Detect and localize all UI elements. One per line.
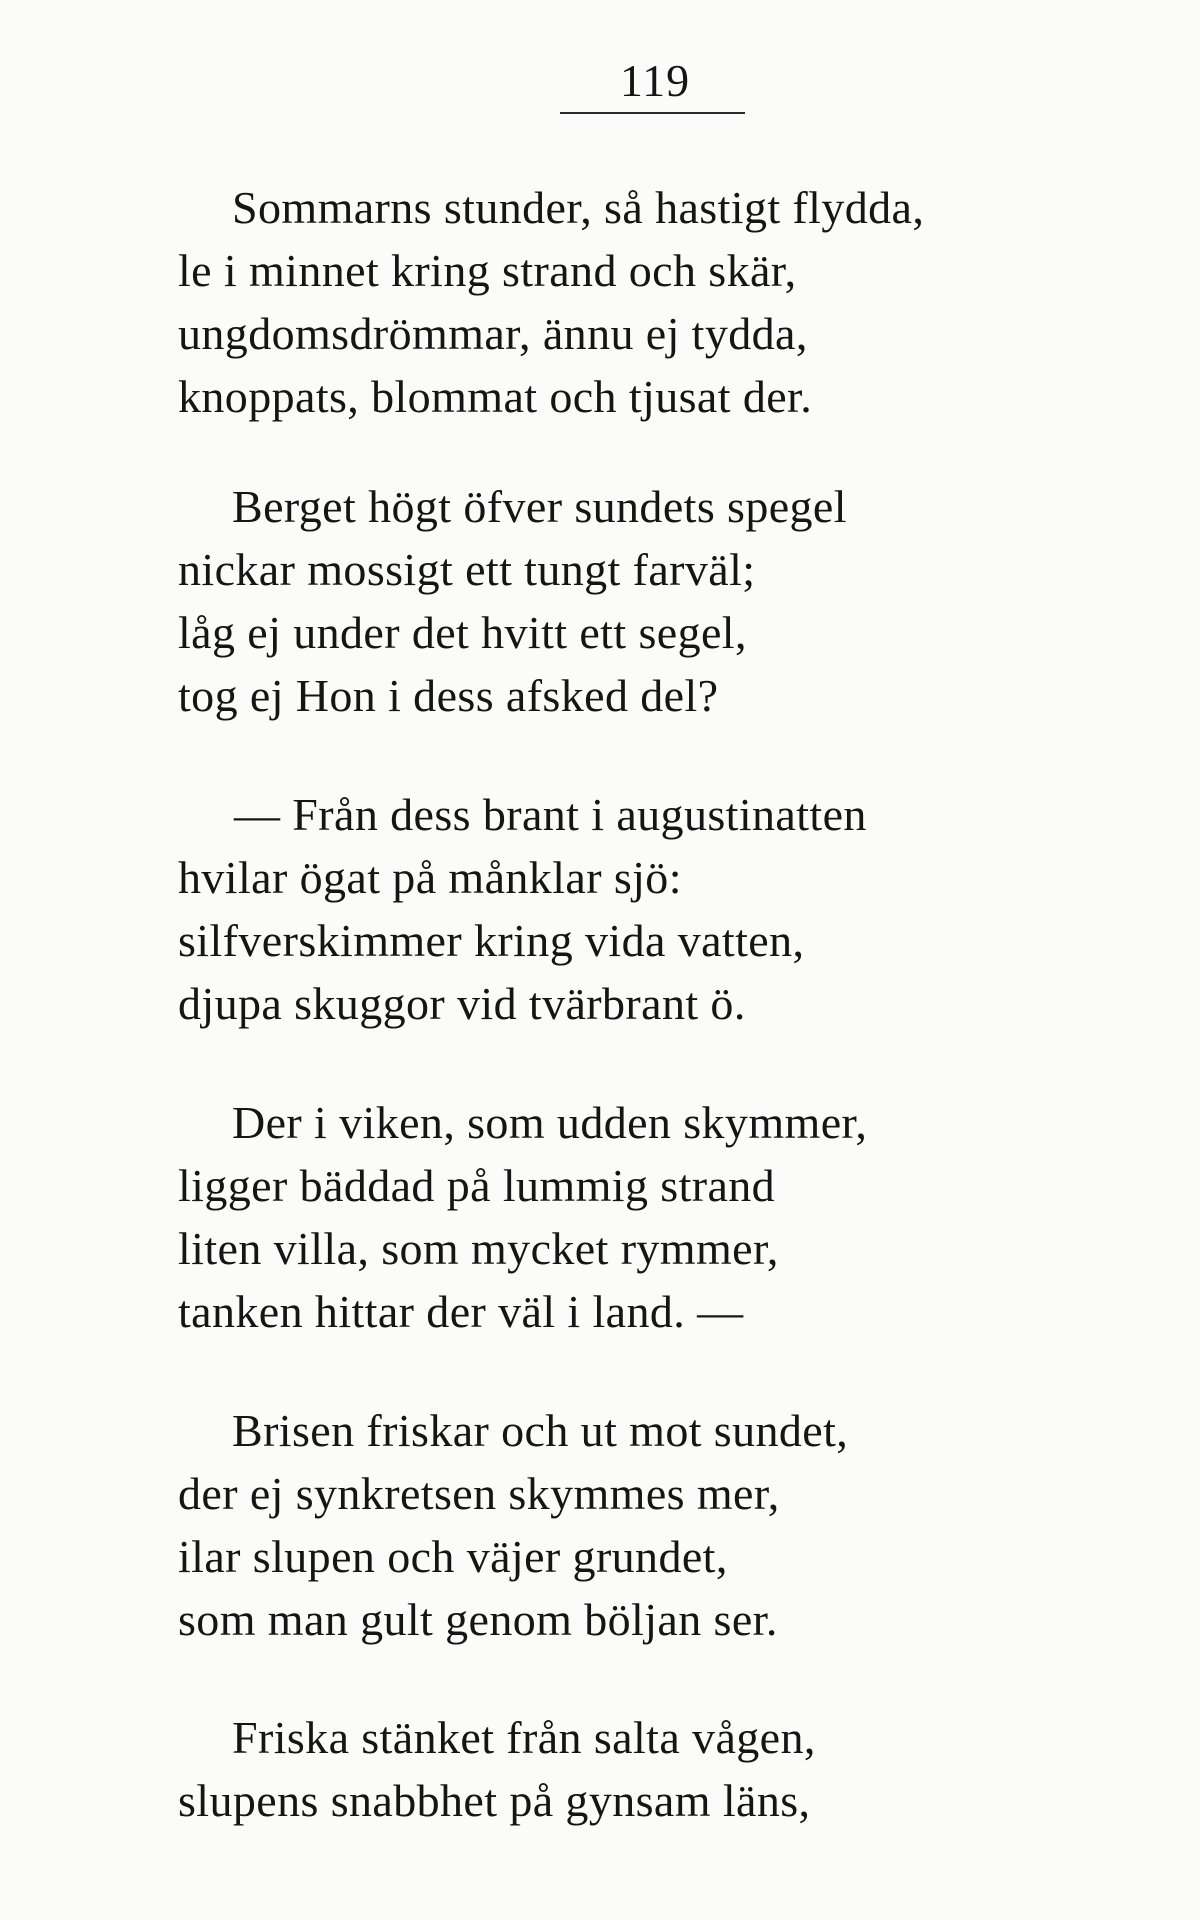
verse-line: ligger bäddad på lummig strand xyxy=(178,1160,776,1211)
verse-line: knoppats, blommat och tjusat der. xyxy=(178,371,813,422)
stanza-4 xyxy=(178,1091,1058,1343)
verse-line: tog ej Hon i dess afsked del? xyxy=(178,670,719,721)
stanza-3 xyxy=(178,783,1058,1035)
verse-line: låg ej under det hvitt ett segel, xyxy=(178,607,747,658)
verse-line: — Från dess brant i augustinatten xyxy=(234,789,867,840)
verse-line: slupens snabbhet på gynsam läns, xyxy=(178,1775,811,1826)
verse-line: Sommarns stunder, så hastigt flydda, xyxy=(232,182,925,233)
stanza-2 xyxy=(178,475,1058,727)
verse-line: ungdomsdrömmar, ännu ej tydda, xyxy=(178,308,808,359)
verse-line: der ej synkretsen skymmes mer, xyxy=(178,1468,780,1519)
stanza-5 xyxy=(178,1399,1058,1651)
verse-line: tanken hittar der väl i land. — xyxy=(178,1286,744,1337)
verse-line: le i minnet kring strand och skär, xyxy=(178,245,797,296)
verse-line: Der i viken, som udden skymmer, xyxy=(232,1097,868,1148)
page-number-rule xyxy=(560,112,745,114)
stanza-1 xyxy=(178,176,1058,428)
verse-line: silfverskimmer kring vida vatten, xyxy=(178,915,805,966)
verse-line: Berget högt öfver sundets spegel xyxy=(232,481,847,532)
verse-line: som man gult genom böljan ser. xyxy=(178,1594,778,1645)
verse-line: liten villa, som mycket rymmer, xyxy=(178,1223,779,1274)
verse-line: djupa skuggor vid tvärbrant ö. xyxy=(178,978,746,1029)
page-number: 119 xyxy=(619,55,691,106)
verse-line: nickar mossigt ett tungt farväl; xyxy=(178,544,756,595)
verse-line: Friska stänket från salta vågen, xyxy=(232,1712,816,1763)
verse-line: Brisen friskar och ut mot sundet, xyxy=(232,1405,849,1456)
stanza-6 xyxy=(178,1706,1058,1832)
verse-line: ilar slupen och väjer grundet, xyxy=(178,1531,728,1582)
verse-line: hvilar ögat på månklar sjö: xyxy=(178,852,682,903)
